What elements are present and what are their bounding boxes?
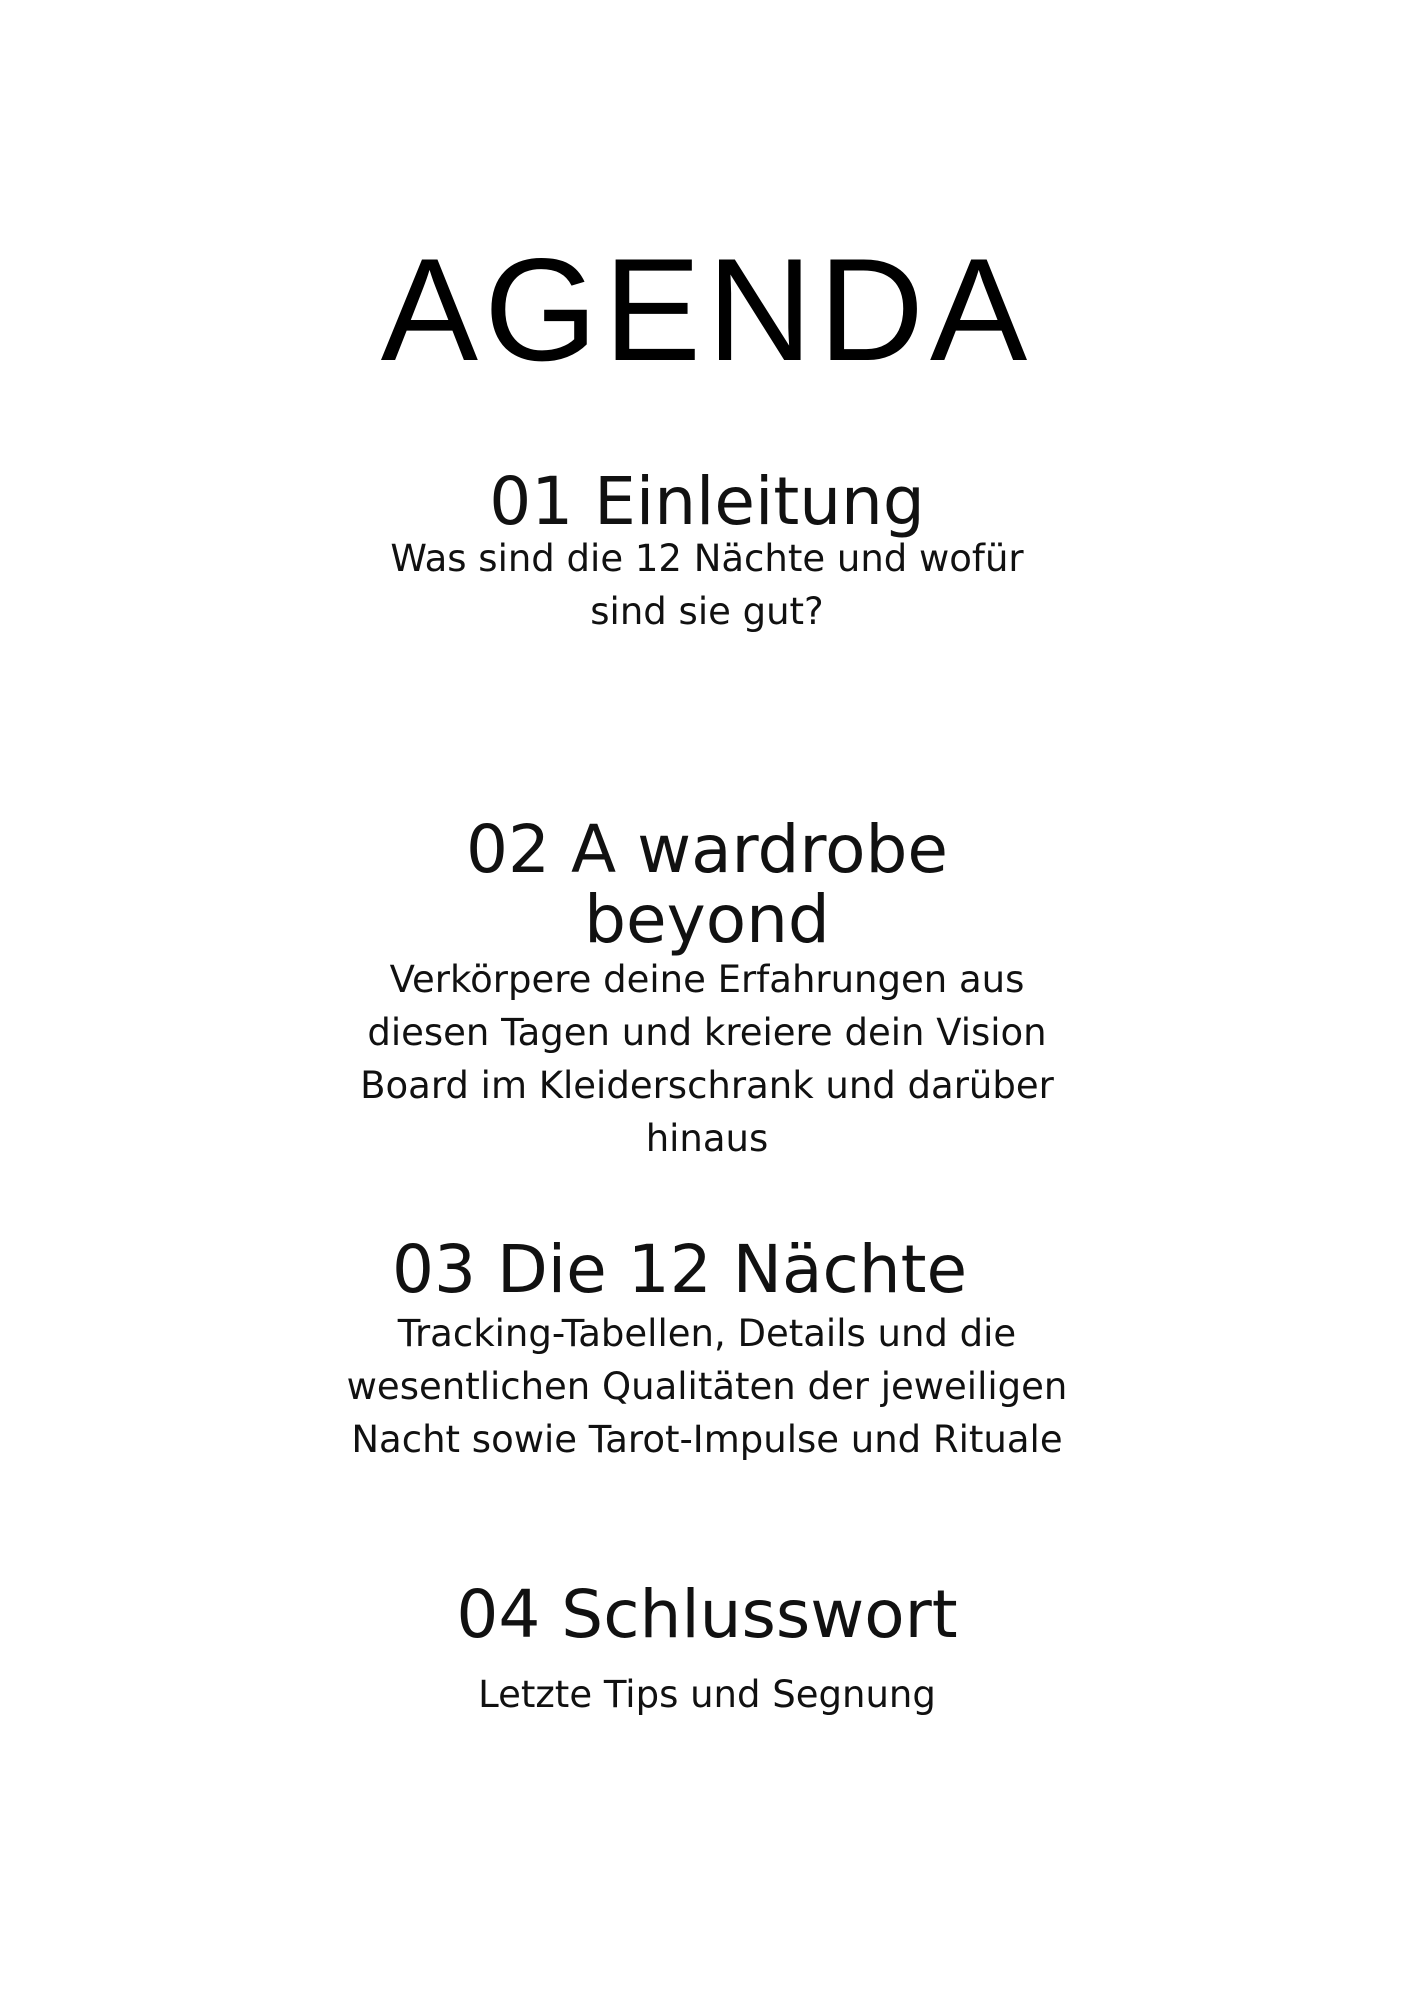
agenda-item-description: Tracking-Tabellen, Details und die wesentlichen Qualitäten der jeweiligen Nacht sowie Tarot-Impulse und Rituale <box>346 1312 1068 1461</box>
agenda-item-description: Verkörpere deine Erfahrungen aus diesen Tagen und kreiere dein Vision Board im Kleiderschrank und darüber hinaus <box>360 958 1054 1160</box>
agenda-item-wardrobe <box>0 811 1414 1165</box>
agenda-item-schlusswort <box>0 1576 1414 1721</box>
agenda-item-heading: 02 A wardrobe beyond <box>466 811 948 958</box>
page-title: AGENDA <box>380 228 1034 391</box>
agenda-item-heading: 04 Schlusswort <box>456 1576 958 1653</box>
agenda-item-description: Letzte Tips und Segnung <box>478 1673 936 1716</box>
agenda-item-heading: 03 Die 12 Nächte <box>392 1231 968 1308</box>
agenda-item-einleitung <box>0 463 1414 638</box>
agenda-item-heading: 01 Einleitung <box>489 463 925 540</box>
agenda-item-naechte <box>0 1231 1414 1466</box>
agenda-item-description: Was sind die 12 Nächte und wofür sind sie gut? <box>390 537 1024 633</box>
